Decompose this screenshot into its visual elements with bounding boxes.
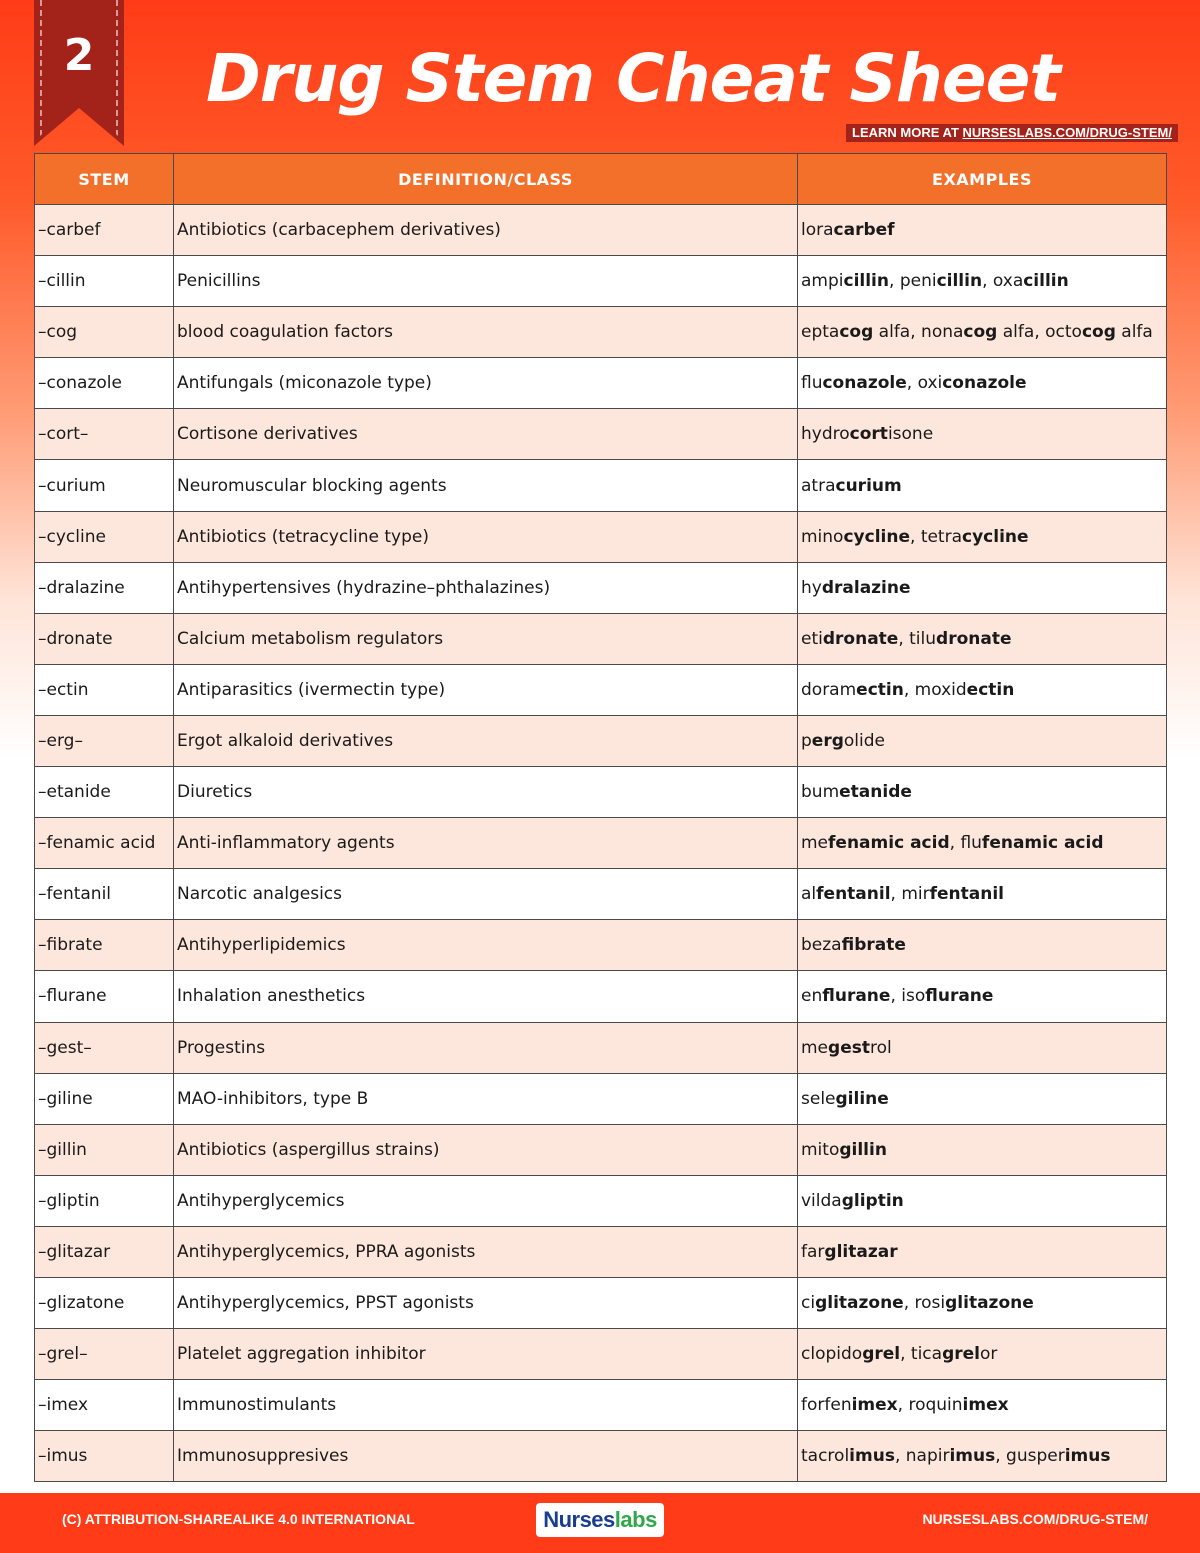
example-prefix: tacrol <box>801 1446 850 1467</box>
examples-cell: fluconazole, oxiconazole <box>798 358 1167 409</box>
learn-more-banner[interactable] <box>846 124 1178 142</box>
example-drug <box>801 884 891 904</box>
definition-cell: Platelet aggregation inhibitor <box>174 1329 798 1380</box>
example-drug <box>909 629 1011 649</box>
example-prefix: iso <box>901 986 926 1007</box>
definition-cell: Antihyperglycemics, PPRA agonists <box>174 1226 798 1277</box>
example-stem-highlight: imus <box>849 1446 895 1467</box>
example-prefix: far <box>801 1241 825 1262</box>
example-stem-highlight: gliptin <box>841 1190 904 1211</box>
stem-cell: –erg– <box>35 715 174 766</box>
example-drug <box>915 1293 1034 1313</box>
example-prefix: tetra <box>920 526 963 547</box>
stem-cell: –dronate <box>35 613 174 664</box>
definition-cell: Antihyperglycemics, PPST agonists <box>174 1277 798 1328</box>
example-stem-highlight: dralazine <box>821 577 911 598</box>
stem-cell: –fenamic acid <box>35 818 174 869</box>
example-drug <box>801 476 902 496</box>
example-prefix: flu <box>960 833 982 854</box>
definition-cell: Antibiotics (aspergillus strains) <box>174 1124 798 1175</box>
table-row <box>35 1329 1167 1380</box>
definition-cell: Penicillins <box>174 256 798 307</box>
table-row <box>35 562 1167 613</box>
table-row <box>35 1073 1167 1124</box>
example-drug <box>908 1395 1008 1415</box>
example-stem-highlight: imex <box>851 1395 898 1416</box>
example-prefix: hydro <box>801 424 850 445</box>
example-stem-highlight: gillin <box>839 1139 887 1160</box>
definition-cell: Immunostimulants <box>174 1380 798 1431</box>
example-drug <box>801 424 933 444</box>
table-row <box>35 460 1167 511</box>
example-drug <box>801 680 904 700</box>
definition-cell: Antihypertensives (hydrazine–phthalazines) <box>174 562 798 613</box>
definition-cell: Cortisone derivatives <box>174 409 798 460</box>
stem-cell: –giline <box>35 1073 174 1124</box>
definition-cell: Antihyperglycemics <box>174 1175 798 1226</box>
example-prefix: me <box>801 833 829 854</box>
example-drug <box>801 1089 889 1109</box>
example-drug <box>801 731 885 751</box>
example-stem-highlight: grel <box>862 1344 901 1365</box>
examples-cell <box>798 1073 1167 1124</box>
example-drug <box>801 527 910 547</box>
table-row <box>35 1022 1167 1073</box>
stem-cell: –cort– <box>35 409 174 460</box>
definition-cell: Antifungals (miconazole type) <box>174 358 798 409</box>
definition-cell: Narcotic analgesics <box>174 869 798 920</box>
table-row <box>35 767 1167 818</box>
examples-cell: tacrolimus, napirimus, gusperimus <box>798 1431 1167 1482</box>
example-prefix: forfen <box>801 1395 852 1416</box>
stem-cell: –gliptin <box>35 1175 174 1226</box>
examples-cell <box>798 409 1167 460</box>
drug-stem-table <box>34 153 1167 1482</box>
footer-url-link[interactable]: NURSESLABS.COM/DRUG-STEM/ <box>922 1511 1148 1527</box>
example-stem-highlight: imus <box>949 1446 996 1467</box>
example-stem-highlight: erg <box>811 730 844 751</box>
example-prefix: atra <box>801 475 836 496</box>
example-stem-highlight: glitazar <box>824 1241 898 1262</box>
table-row <box>35 971 1167 1022</box>
definition-cell: Diuretics <box>174 767 798 818</box>
examples-cell <box>798 460 1167 511</box>
example-prefix: oxi <box>917 373 943 394</box>
definition-cell: Antibiotics (tetracycline type) <box>174 511 798 562</box>
example-suffix: rol <box>869 1037 892 1058</box>
example-prefix: mino <box>801 526 844 547</box>
table-row <box>35 664 1167 715</box>
table-row <box>35 613 1167 664</box>
page-number: 2 <box>63 30 95 81</box>
definition-cell: blood coagulation factors <box>174 307 798 358</box>
example-stem-highlight: cog <box>963 322 998 343</box>
examples-cell <box>798 562 1167 613</box>
footer-license: (C) ATTRIBUTION-SHAREALIKE 4.0 INTERNATIONAL <box>62 1511 415 1527</box>
example-prefix: tilu <box>909 628 937 649</box>
example-prefix: peni <box>899 271 937 292</box>
examples-cell: clopidogrel, ticagrelor <box>798 1329 1167 1380</box>
table-row <box>35 715 1167 766</box>
example-drug <box>900 271 982 291</box>
table-row <box>35 1124 1167 1175</box>
table-row <box>35 1277 1167 1328</box>
examples-cell: mefenamic acid, flufenamic acid <box>798 818 1167 869</box>
example-drug <box>801 1446 895 1466</box>
example-drug <box>1006 1446 1110 1466</box>
definition-cell: Antihyperlipidemics <box>174 920 798 971</box>
example-drug <box>911 1344 997 1364</box>
example-prefix: nona <box>921 322 964 343</box>
example-drug <box>960 833 1103 853</box>
example-drug <box>801 1242 898 1262</box>
example-suffix: alfa <box>997 322 1035 343</box>
example-stem-highlight: cillin <box>1023 271 1069 292</box>
definition-cell: Calcium metabolism regulators <box>174 613 798 664</box>
example-drug <box>801 1191 904 1211</box>
example-drug <box>918 373 1027 393</box>
page-title: Drug Stem Cheat Sheet <box>206 40 1060 117</box>
example-suffix: isone <box>887 424 934 445</box>
definition-cell: MAO-inhibitors, type B <box>174 1073 798 1124</box>
example-stem-highlight: ectin <box>856 679 904 700</box>
logo-text-nurses: Nurses <box>543 1507 615 1532</box>
table-row <box>35 920 1167 971</box>
learn-more-link[interactable]: NURSESLABS.COM/DRUG-STEM/ <box>962 125 1172 140</box>
example-stem-highlight: giline <box>835 1088 889 1109</box>
example-drug <box>801 935 906 955</box>
column-header-definition: DEFINITION/CLASS <box>174 154 798 205</box>
example-stem-highlight: glitazone <box>815 1293 904 1314</box>
example-prefix: lora <box>801 220 834 241</box>
stem-cell: –fentanil <box>35 869 174 920</box>
example-drug <box>801 373 907 393</box>
example-suffix: olide <box>843 730 885 751</box>
example-prefix: eti <box>801 628 823 649</box>
table-row <box>35 511 1167 562</box>
example-stem-highlight: grel <box>942 1344 980 1365</box>
example-drug <box>801 629 898 649</box>
examples-cell: ciglitazone, rosiglitazone <box>798 1277 1167 1328</box>
example-drug <box>801 833 950 853</box>
example-prefix: doram <box>801 679 857 700</box>
examples-cell: etidronate, tiludronate <box>798 613 1167 664</box>
table-row <box>35 358 1167 409</box>
example-prefix: al <box>801 884 817 905</box>
example-drug <box>801 1344 900 1364</box>
examples-cell: eptacog alfa, nonacog alfa, octocog alfa <box>798 307 1167 358</box>
examples-cell: alfentanil, mirfentanil <box>798 869 1167 920</box>
definition-cell: Antibiotics (carbacephem derivatives) <box>174 205 798 256</box>
example-stem-highlight: cycline <box>962 526 1029 547</box>
column-header-stem: STEM <box>35 154 174 205</box>
table-row <box>35 1226 1167 1277</box>
stem-cell: –etanide <box>35 767 174 818</box>
example-stem-highlight: fenamic acid <box>828 833 950 854</box>
example-stem-highlight: cillin <box>936 271 983 292</box>
table-row <box>35 205 1167 256</box>
stem-cell: –gillin <box>35 1124 174 1175</box>
example-prefix: tica <box>910 1344 943 1365</box>
example-prefix: napir <box>905 1446 950 1467</box>
example-stem-highlight: etanide <box>839 782 912 803</box>
stem-cell: –dralazine <box>35 562 174 613</box>
stem-cell: –carbef <box>35 205 174 256</box>
examples-cell <box>798 1022 1167 1073</box>
example-drug <box>801 578 911 598</box>
column-header-examples: EXAMPLES <box>798 154 1167 205</box>
example-stem-highlight: conazole <box>942 373 1027 394</box>
example-drug <box>915 680 1015 700</box>
definition-cell: Neuromuscular blocking agents <box>174 460 798 511</box>
example-stem-highlight: fentanil <box>929 884 1005 905</box>
example-stem-highlight: imus <box>1064 1446 1111 1467</box>
example-suffix: alfa <box>1115 322 1153 343</box>
example-prefix: me <box>801 1037 829 1058</box>
example-stem-highlight: conazole <box>822 373 907 394</box>
table-row <box>35 1380 1167 1431</box>
example-prefix: flu <box>801 373 823 394</box>
stem-cell: –glizatone <box>35 1277 174 1328</box>
stem-cell: –imus <box>35 1431 174 1482</box>
example-stem-highlight: cort <box>849 424 888 445</box>
example-drug <box>906 1446 995 1466</box>
example-drug <box>801 271 889 291</box>
examples-cell <box>798 1226 1167 1277</box>
example-drug <box>801 1140 887 1160</box>
definition-cell: Antiparasitics (ivermectin type) <box>174 664 798 715</box>
example-prefix: oxa <box>992 271 1024 292</box>
example-prefix: mito <box>801 1139 840 1160</box>
example-stem-highlight: glitazone <box>945 1293 1034 1314</box>
example-drug <box>901 986 993 1006</box>
definition-cell: Anti-inflammatory agents <box>174 818 798 869</box>
table-row <box>35 256 1167 307</box>
example-prefix: vilda <box>801 1190 842 1211</box>
stem-cell: –cillin <box>35 256 174 307</box>
example-prefix: p <box>801 730 812 751</box>
stem-cell: –gest– <box>35 1022 174 1073</box>
example-prefix: en <box>801 986 823 1007</box>
example-drug <box>901 884 1004 904</box>
example-prefix: gusper <box>1006 1446 1065 1467</box>
example-drug <box>993 271 1069 291</box>
example-suffix: or <box>980 1344 998 1365</box>
example-prefix: clopido <box>801 1344 863 1365</box>
example-drug <box>801 1038 892 1058</box>
example-stem-highlight: ectin <box>966 679 1015 700</box>
example-drug <box>801 220 895 240</box>
example-prefix: hy <box>801 577 822 598</box>
example-prefix: epta <box>801 322 840 343</box>
example-prefix: sele <box>801 1088 836 1109</box>
stem-cell: –imex <box>35 1380 174 1431</box>
definition-cell: Inhalation anesthetics <box>174 971 798 1022</box>
example-stem-highlight: dronate <box>936 628 1012 649</box>
table-row <box>35 818 1167 869</box>
footer-bar <box>0 1493 1200 1553</box>
stem-cell: –flurane <box>35 971 174 1022</box>
example-prefix: moxid <box>914 679 967 700</box>
example-stem-highlight: cog <box>1081 322 1116 343</box>
stem-cell: –glitazar <box>35 1226 174 1277</box>
example-stem-highlight: dronate <box>822 628 899 649</box>
example-stem-highlight: cillin <box>843 271 889 292</box>
table-row <box>35 869 1167 920</box>
example-stem-highlight: cycline <box>843 526 910 547</box>
table-body <box>35 205 1167 1482</box>
example-prefix: ci <box>801 1293 816 1314</box>
stem-cell: –cog <box>35 307 174 358</box>
drug-stem-table-container <box>34 153 1166 1482</box>
table-row <box>35 1431 1167 1482</box>
examples-cell: ampicillin, penicillin, oxacillin <box>798 256 1167 307</box>
examples-cell <box>798 767 1167 818</box>
example-prefix: bum <box>801 782 840 803</box>
examples-cell: minocycline, tetracycline <box>798 511 1167 562</box>
example-drug <box>921 527 1029 547</box>
example-drug <box>801 322 910 342</box>
example-drug <box>1045 322 1153 342</box>
example-stem-highlight: fibrate <box>841 935 906 956</box>
stem-cell: –curium <box>35 460 174 511</box>
example-prefix: ampi <box>801 271 844 292</box>
stem-cell: –conazole <box>35 358 174 409</box>
examples-cell <box>798 205 1167 256</box>
stem-cell: –ectin <box>35 664 174 715</box>
nurseslabs-logo[interactable] <box>536 1503 664 1537</box>
example-stem-highlight: flurane <box>925 986 994 1007</box>
example-stem-highlight: imex <box>962 1395 1009 1416</box>
example-stem-highlight: fentanil <box>816 884 891 905</box>
examples-cell: doramectin, moxidectin <box>798 664 1167 715</box>
examples-cell <box>798 715 1167 766</box>
stem-cell: –fibrate <box>35 920 174 971</box>
examples-cell <box>798 1175 1167 1226</box>
learn-more-prefix: LEARN MORE AT <box>852 125 963 140</box>
examples-cell <box>798 1124 1167 1175</box>
stem-cell: –cycline <box>35 511 174 562</box>
example-stem-highlight: curium <box>835 475 902 496</box>
example-drug <box>801 1293 904 1313</box>
example-suffix: alfa <box>873 322 911 343</box>
example-prefix: mir <box>901 884 930 905</box>
examples-cell: enflurane, isoflurane <box>798 971 1167 1022</box>
example-stem-highlight: cog <box>839 322 874 343</box>
example-drug <box>801 1395 898 1415</box>
example-prefix: roquin <box>908 1395 963 1416</box>
table-row <box>35 409 1167 460</box>
example-stem-highlight: carbef <box>833 220 895 241</box>
example-stem-highlight: fenamic acid <box>981 833 1104 854</box>
table-row <box>35 307 1167 358</box>
example-stem-highlight: flurane <box>822 986 891 1007</box>
examples-cell <box>798 920 1167 971</box>
definition-cell: Ergot alkaloid derivatives <box>174 715 798 766</box>
example-drug <box>801 782 912 802</box>
table-row <box>35 1175 1167 1226</box>
stem-cell: –grel– <box>35 1329 174 1380</box>
table-header-row <box>35 154 1167 205</box>
example-drug <box>801 986 890 1006</box>
example-prefix: beza <box>801 935 842 956</box>
logo-text-labs: labs <box>614 1507 657 1532</box>
definition-cell: Immunosuppresives <box>174 1431 798 1482</box>
definition-cell: Progestins <box>174 1022 798 1073</box>
example-stem-highlight: gest <box>828 1037 870 1058</box>
example-prefix: octo <box>1045 322 1082 343</box>
example-drug <box>921 322 1034 342</box>
examples-cell: forfenimex, roquinimex <box>798 1380 1167 1431</box>
example-prefix: rosi <box>914 1293 946 1314</box>
